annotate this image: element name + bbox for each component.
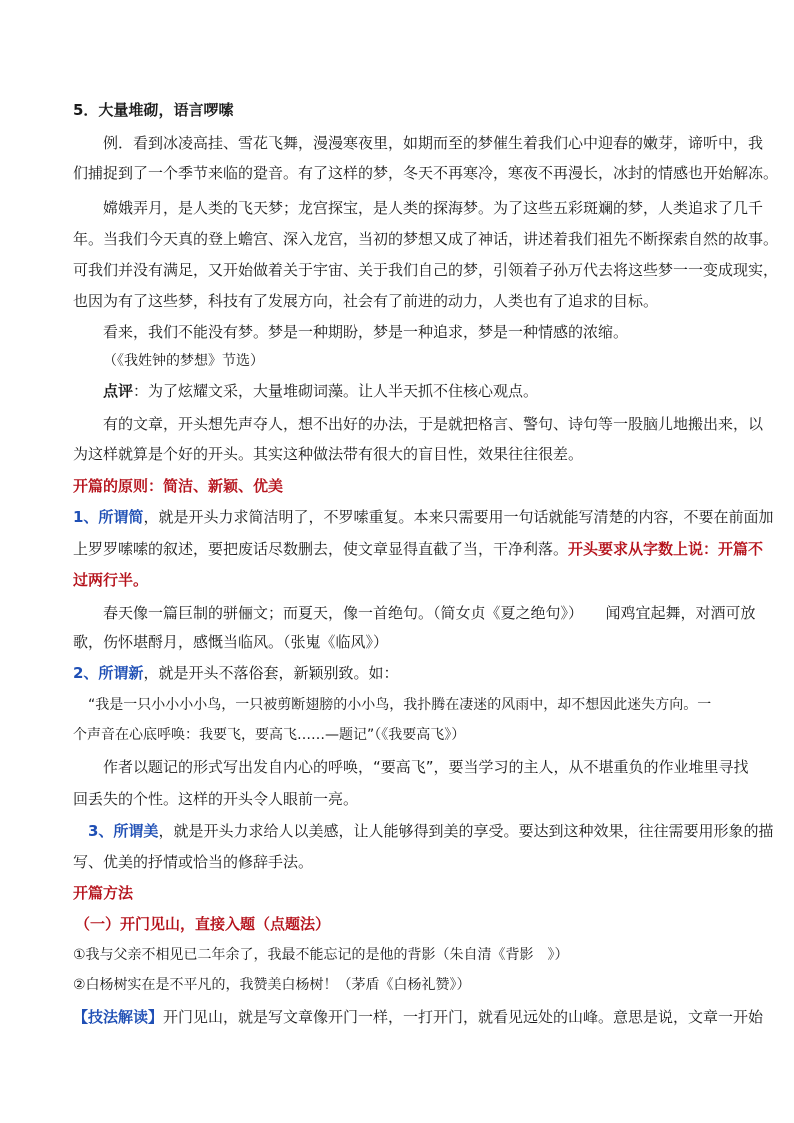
example-line: 看来，我们不能没有梦。梦是一种期盼，梦是一种追求，梦是一种情感的浓缩。 (103, 323, 629, 341)
principle-1-emphasis: 过两行半。 (73, 571, 149, 589)
principle-3-line (88, 820, 774, 842)
analysis-line: 有的文章，开头想先声夺人，想不出好的办法，于是就把格言、警句、诗句等一股脑儿地搬出来，以 (103, 415, 764, 433)
principle-1-text: ，就是开头力求简洁明了，不罗嗦重复。本来只需要用一句话就能写清楚的内容，不要在前面加 (143, 508, 774, 526)
principle-2-label: 2、所谓新 (73, 664, 144, 682)
skill-label: 【技法解读】 (73, 1008, 164, 1026)
principle-1-line (73, 538, 764, 560)
example-line: 们捕捉到了一个季节来临的跫音。有了这样的梦，冬天不再寒冷，寒夜不再漫长，冰封的情感也开始解冻。 (73, 164, 779, 182)
principle-heading: 开篇的原则：简洁、新颖、优美 (73, 477, 284, 495)
example-line: 年。当我们今天真的登上蟾宫、深入龙宫，当初的梦想又成了神话，讲述着我们祖先不断探索自然的故事。 (73, 230, 779, 248)
analysis-line: 为这样就算是个好的开头。其实这种做法带有很大的盲目性，效果往往很差。 (73, 445, 584, 463)
principle-2-line (73, 662, 728, 684)
principle-1-text: 上罗罗嗦嗦的叙述，要把废话尽数删去，使文章显得直截了当，干净利落。 (73, 540, 569, 558)
example-line: 可我们并没有满足，又开始做着关于宇宙、关于我们自己的梦，引领着子孙万代去将这些梦一一变成现实， (73, 261, 779, 279)
comment-text: ：为了炫耀文采，大量堆砌词藻。让人半天抓不住核心观点。 (133, 382, 539, 400)
principle-1-label: 1、所谓简 (73, 508, 144, 526)
principle-1-emphasis: 开头要求从字数上说：开篇不 (568, 540, 764, 558)
skill-line (73, 1006, 764, 1028)
principle-2-analysis: 回丢失的个性。这样的开头令人眼前一亮。 (73, 790, 359, 808)
skill-text: 开门见山，就是写文章像开门一样，一打开门，就看见远处的山峰。意思是说，文章一开始 (163, 1008, 764, 1026)
principle-1-line (73, 506, 774, 528)
principle-2-text: ，就是开头不落俗套，新颖别致。如： (143, 664, 399, 682)
comment-label: 点评 (103, 382, 134, 400)
method-heading: 开篇方法 (73, 884, 134, 902)
method-1-example: ①我与父亲不相见已二年余了，我最不能忘记的是他的背影（朱自清《背影 》） (73, 947, 569, 963)
principle-2-analysis: 作者以题记的形式写出发自内心的呼唤，“要高飞”，要当学习的主人，从不堪重负的作业堆里寻找 (103, 758, 749, 776)
method-1-example: ②白杨树实在是不平凡的，我赞美白杨树！（茅盾《白杨礼赞》） (73, 977, 471, 993)
principle-2-quote: 个声音在心底呼唤：我要飞，要高飞……—题记”（《我要高飞》） (73, 727, 466, 743)
principle-3-line: 写、优美的抒情或恰当的修辞手法。 (73, 853, 314, 871)
example-line: 也因为有了这些梦，科技有了发展方向，社会有了前进的动力，人类也有了追求的目标。 (73, 292, 659, 310)
example-line: 嫦娥弄月，是人类的飞天梦；龙宫探宝，是人类的探海梦。为了这些五彩斑斓的梦，人类追求了几千 (103, 199, 764, 217)
principle-2-quote: “我是一只小小小小鸟，一只被剪断翅膀的小小鸟，我扑腾在凄迷的风雨中，却不想因此迷失方向。一 (88, 697, 712, 713)
comment-line (103, 380, 728, 402)
principle-1-example: 歌，伤怀堪酹月，感慨当临风。（张嵬《临风》） (73, 633, 389, 651)
method-1-heading: （一）开门见山，直接入题（点题法） (75, 915, 331, 933)
principle-1-example: 春天像一篇巨制的骈俪文；而夏天，像一首绝句。（简女贞《夏之绝句》） 闻鸡宜起舞，对酒可放 (103, 604, 756, 622)
principle-3-label: 3、所谓美 (88, 822, 159, 840)
principle-3-text: ，就是开头力求给人以美感，让人能够得到美的享受。要达到这种效果，往往需要用形象的描 (158, 822, 774, 840)
example-line: 例．看到冰凌高挂、雪花飞舞，漫漫寒夜里，如期而至的梦催生着我们心中迎春的嫩芽，谛听中，我 (103, 134, 764, 152)
source-citation: （《我姓钟的梦想》节选） (103, 353, 264, 369)
section-heading: 5．大量堆砌，语言啰嗦 (73, 101, 234, 119)
